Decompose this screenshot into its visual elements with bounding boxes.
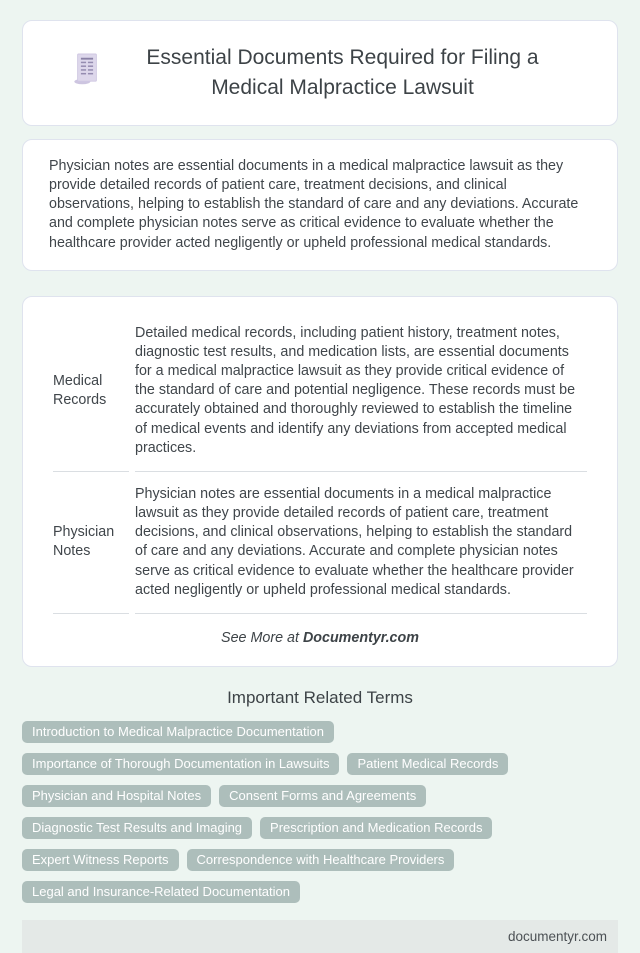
tag-legal-and-insurance-related-documentation[interactable]: Legal and Insurance-Related Documentation [22,881,300,903]
term-cell: Medical Records [53,311,129,472]
tag-physician-and-hospital-notes[interactable]: Physician and Hospital Notes [22,785,211,807]
footer-bar [22,920,618,953]
see-more-line [47,614,593,658]
tag-patient-medical-records[interactable]: Patient Medical Records [347,753,508,775]
table-row [53,472,587,614]
intro-card [22,139,618,271]
receipt-icon [72,51,102,92]
intro-text: Physician notes are essential documents in a medical malpractice lawsuit as they provide detailed records of patient care, treatment decisions, and clinical observations, helping to establish the standard of care and any deviations. Accurate and complete physician notes serve as critical evidence to evaluate whether the healthcare provider acted negligently or upheld professional medical standards. [49,158,579,251]
tag-consent-forms-and-agreements[interactable]: Consent Forms and Agreements [219,785,426,807]
tag-importance-of-thorough-documentation-in-lawsuits[interactable]: Importance of Thorough Documentation in Lawsuits [22,753,339,775]
footer-site-label: documentyr.com [507,928,607,944]
tag-introduction-to-medical-malpractice-documentation[interactable]: Introduction to Medical Malpractice Documentation [22,721,334,743]
title-card [22,20,618,126]
description-cell: Physician notes are essential documents in a medical malpractice lawsuit as they provide detailed records of patient care, treatment decisions, and clinical observations, helping to establish the standard of care and any deviations. Accurate and complete physician notes serve as critical evidence to evaluate whether the healthcare provider acted negligently or upheld professional medical standards. [135,472,587,614]
tag-prescription-and-medication-records[interactable]: Prescription and Medication Records [260,817,492,839]
term-cell: Physician Notes [53,472,129,614]
tag-expert-witness-reports[interactable]: Expert Witness Reports [22,849,179,871]
description-cell: Detailed medical records, including patient history, treatment notes, diagnostic test results, and medication lists, are essential documents for a medical malpractice lawsuit as they provide critical evidence of the standard of care and potential negligence. These records must be accurately obtained and thoroughly reviewed to establish the timeline of medical events and identify any deviations from accepted medical practices. [135,311,587,472]
see-more-prefix: See More at [221,629,299,646]
related-terms-tags [22,721,618,903]
page-title: Essential Documents Required for Filing a Medical Malpractice Lawsuit [146,46,539,99]
brand-link[interactable]: Documentyr.com [302,629,419,646]
table-row [53,311,587,472]
tag-correspondence-with-healthcare-providers[interactable]: Correspondence with Healthcare Providers [187,849,455,871]
definition-table-card [22,296,618,667]
related-terms-heading: Important Related Terms [227,687,413,707]
definition-table [47,311,593,614]
tag-diagnostic-test-results-and-imaging[interactable]: Diagnostic Test Results and Imaging [22,817,252,839]
